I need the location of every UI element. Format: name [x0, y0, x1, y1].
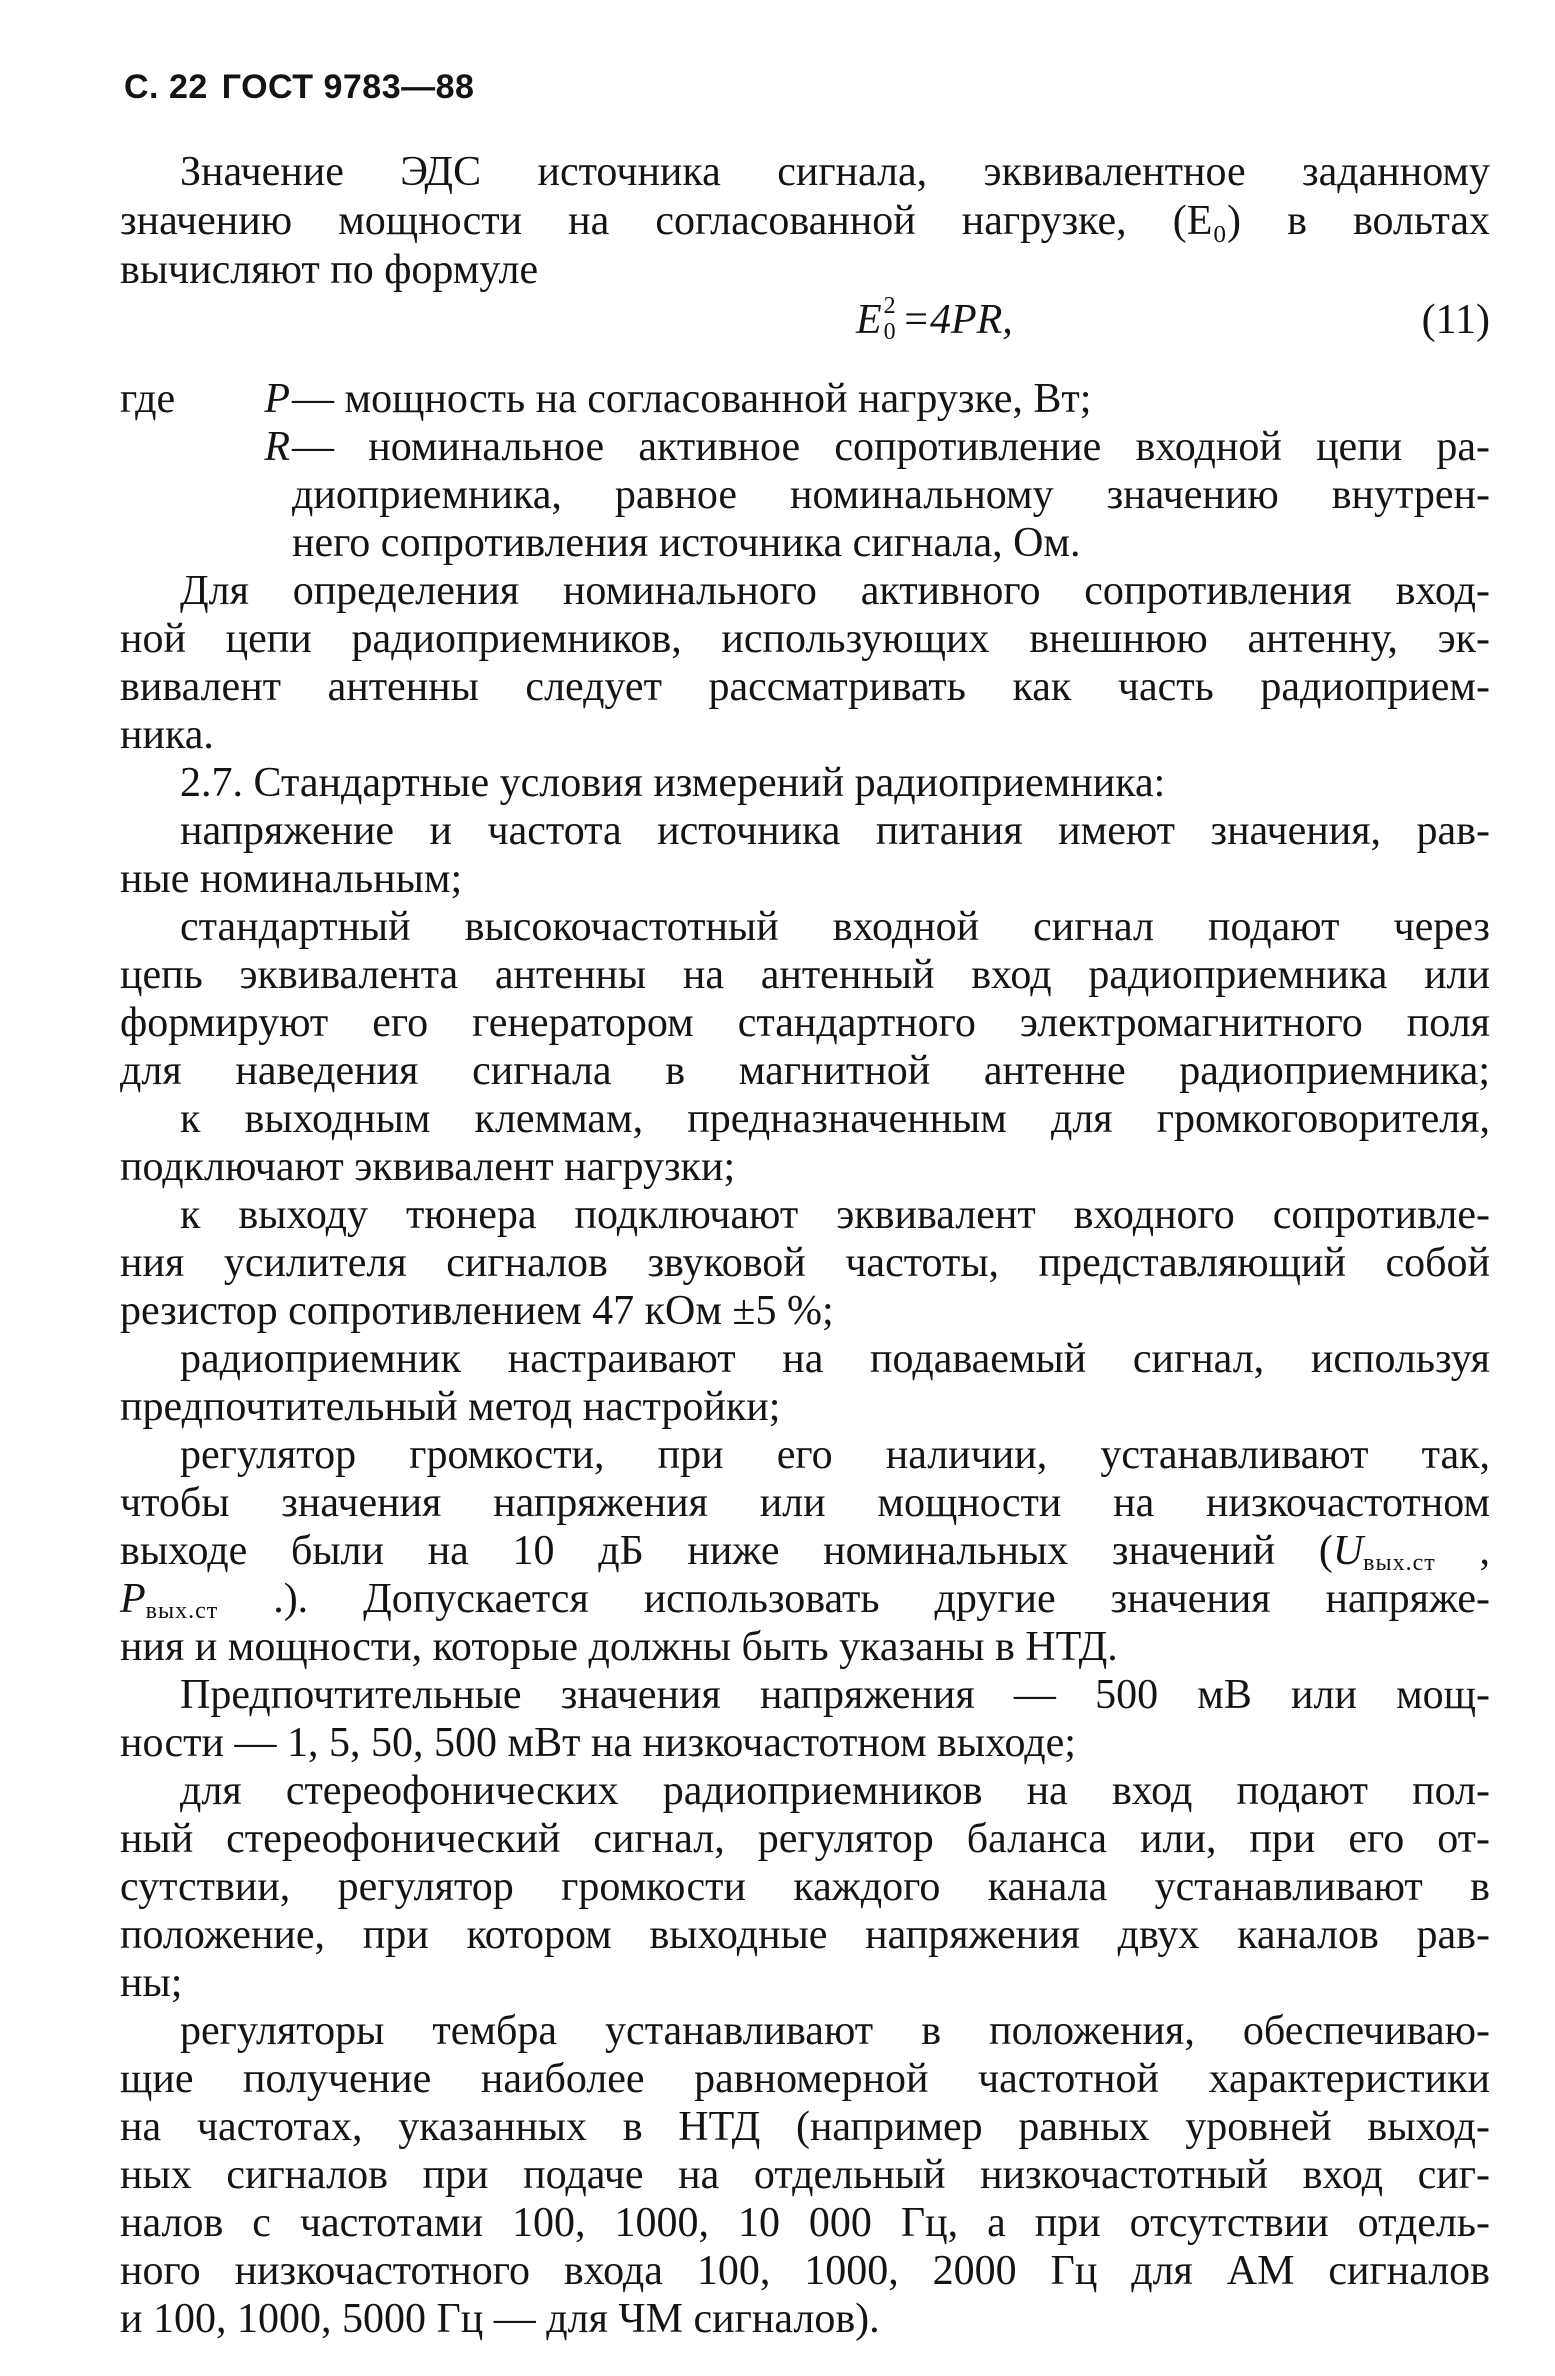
text-line: выходе были на 10 дБ ниже номинальных значений (Uвых.ст , [120, 1528, 1490, 1576]
text-line: ния и мощности, которые должны быть указаны в НТД. [120, 1624, 1118, 1670]
text-line: радиоприемник настраивают на подаваемый сигнал, используя [180, 1336, 1490, 1382]
definition-term: R [264, 424, 290, 470]
text-line: ния усилителя сигналов звуковой частоты, представляющий собой [120, 1240, 1490, 1286]
definition-text: — мощность на согласованной нагрузке, Вт; [292, 376, 1092, 422]
text-line: формируют его генератором стандартного электромагнитного поля [120, 1000, 1490, 1046]
text-line: Предпочтительные значения напряжения — 500 мВ или мощ- [180, 1672, 1490, 1718]
formula: E 2 0 =4PR, [856, 293, 1013, 345]
text-line: ные номинальным; [120, 856, 463, 902]
text-line: стандартный высокочастотный входной сигнал подают через [180, 904, 1490, 950]
definition-term: P [264, 376, 290, 422]
text-line: ника. [120, 712, 214, 758]
text-line: вивалент антенны следует рассматривать как часть радиоприем- [120, 664, 1490, 710]
page-number: С. 22 [124, 68, 208, 106]
definition-text: — номинальное активное сопротивление входной цепи ра- [292, 424, 1490, 470]
text-line: сутствии, регулятор громкости каждого канала устанавливают в [120, 1864, 1490, 1910]
formula-line [120, 293, 1490, 345]
text-line: ной цепи радиоприемников, использующих внешнюю антенну, эк- [120, 616, 1490, 662]
text-line: ных сигналов при подаче на отдельный низкочастотный вход сиг- [120, 2152, 1490, 2198]
text-line: для стереофонических радиоприемников на вход подают пол- [180, 1768, 1490, 1814]
text-line: Значение ЭДС источника сигнала, эквивалентное заданному [180, 149, 1490, 195]
text-line: регулятор громкости, при его наличии, устанавливают так, [180, 1432, 1490, 1478]
text-line: на частотах, указанных в НТД (например равных уровней выход- [120, 2104, 1490, 2150]
definition-text: него сопротивления источника сигнала, Ом. [292, 520, 1081, 566]
text-line: подключают эквивалент нагрузки; [120, 1144, 736, 1190]
equation-number: (11) [1421, 297, 1490, 343]
text-line: ный стереофонический сигнал, регулятор баланса или, при его от- [120, 1816, 1490, 1862]
text-line: к выходу тюнера подключают эквивалент входного сопротивле- [180, 1192, 1490, 1238]
text-line: ны; [120, 1960, 183, 2006]
text-line: для наведения сигнала в магнитной антенне радиоприемника; [120, 1048, 1490, 1094]
text-line: регуляторы тембра устанавливают в положения, обеспечиваю- [180, 2008, 1490, 2054]
text-line: щие получение наиболее равномерной частотной характеристики [120, 2056, 1490, 2102]
text-line: напряжение и частота источника питания имеют значения, рав- [180, 808, 1490, 854]
text-line: налов с частотами 100, 1000, 10 000 Гц, а при отсутствии отдель- [120, 2200, 1490, 2246]
section-heading: 2.7. Стандартные условия измерений радиоприемника: [180, 760, 1166, 806]
page-header [124, 68, 474, 107]
text-line: чтобы значения напряжения или мощности на низкочастотном [120, 1480, 1490, 1526]
text-line: Pвых.ст .). Допускается использовать другие значения напряже- [120, 1576, 1490, 1624]
text-line: значению мощности на согласованной нагрузке, (E₀) в вольтах [120, 198, 1490, 244]
text-line: предпочтительный метод настройки; [120, 1384, 781, 1430]
text-line: ности — 1, 5, 50, 500 мВт на низкочастотном выходе; [120, 1720, 1076, 1766]
text-line: Для определения номинального активного сопротивления вход- [180, 568, 1490, 614]
text-line: цепь эквивалента антенны на антенный вход радиоприемника или [120, 952, 1490, 998]
text-line: вычисляют по формуле [120, 247, 539, 293]
text-line: и 100, 1000, 5000 Гц — для ЧМ сигналов). [120, 2296, 880, 2342]
text-line: резистор сопротивлением 47 кОм ±5 %; [120, 1288, 834, 1334]
standard-designation: ГОСТ 9783—88 [221, 68, 475, 106]
text-line: ного низкочастотного входа 100, 1000, 2000 Гц для АМ сигналов [120, 2248, 1490, 2294]
text-line: положение, при котором выходные напряжения двух каналов рав- [120, 1912, 1490, 1958]
where-lead: где [120, 376, 176, 422]
text-line: к выходным клеммам, предназначенным для громкоговорителя, [180, 1096, 1490, 1142]
definition-text: диоприемника, равное номинальному значению внутрен- [292, 472, 1490, 518]
